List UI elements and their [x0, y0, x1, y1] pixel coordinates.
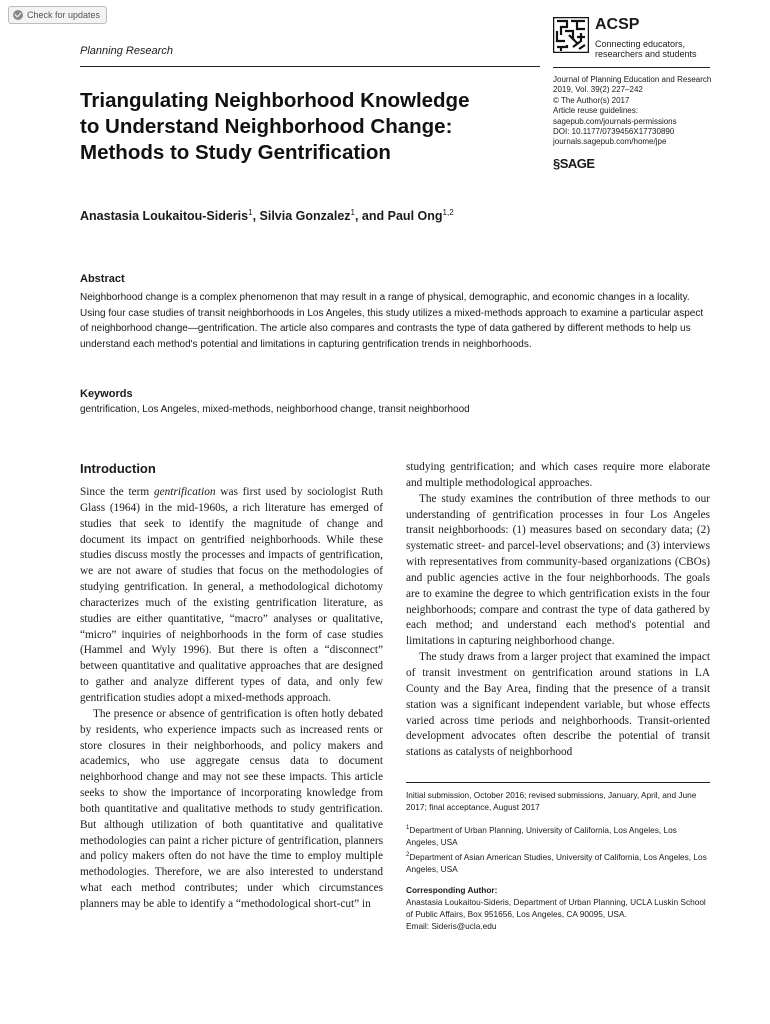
abstract-heading: Abstract — [80, 273, 125, 285]
body-paragraph: The study examines the contribution of three methods to our understanding of gentrification processes in four Los Angeles transit neighborhoods: (1) measures based on secondary data; (2) systematic street- and parcel-level observations; and (3) interviews with representatives from community-based organizations (CBOs) and public agencies active in the four neighborhoods. The goals are to examine the degree to which gentrification exists in the four neighborhoods; compare and contrast the type of data gathered by each method; and understand each method's potential and limitations in capturing neighborhood change. — [406, 492, 710, 648]
corresponding-author-heading: Corresponding Author: — [406, 884, 498, 895]
author-separator: , and — [354, 209, 388, 224]
footnote-divider — [406, 782, 710, 783]
check-for-updates-label: Check for updates — [27, 10, 101, 20]
body-paragraph: The study draws from a larger project that examined the impact of transit investment on gentrification around stations in LA County and the Bay Area, finding that the presence of a transit station was a significant independent variable, but whose effects varied across time periods and neighborhoods. Transit-oriented development advocates often describe the potential of transit stations as catalysts of neighborhood — [406, 651, 710, 759]
body-paragraph — [80, 485, 383, 707]
journal-name: Journal of Planning Education and Research — [553, 75, 712, 84]
sage-logo — [553, 156, 595, 171]
section-label: Planning Research — [80, 45, 173, 57]
text-run: Since the term — [80, 486, 154, 498]
footnotes — [406, 789, 710, 932]
copyright: © The Author(s) 2017 — [553, 95, 630, 105]
introduction-heading: Introduction — [80, 461, 156, 476]
header-divider — [80, 66, 540, 67]
submission-dates: Initial submission, October 2016; revised submissions, January, April, and June 2017; final acceptance, August 2017 — [406, 790, 697, 812]
body-paragraph: studying gentrification; and which cases require more elaborate and multiple methodological approaches. — [406, 461, 710, 489]
text-run: was first used by sociologist Ruth Glass (1964) in the mid-1960s, a rich literature has emerged of studies that seek to identify the magnitude of change and document its impact on gentrified neighborhoods. While these studies discuss mostly the processes and impacts of gentrification, we are not aware of studies that focus on the methodologies of studying gentrification. In general, a methodological dichotomy characterizes much of the existing gentrification literature, as studies are either quantitative, “macro” analyses or qualitative, “micro” inquiries of neighborhoods in the form of case studies (Hammel and Wyly 1996). But there is often a “disconnect” between quantitative and qualitative approaches that are designed to gather and analyze different types of data, and only few gentrification studies adopt a mixed-methods approach. — [80, 486, 383, 704]
author-affiliation: 1 — [350, 208, 355, 217]
sage-swirl-icon: § — [553, 156, 560, 171]
doi-link[interactable]: DOI: 10.1177/0739456X17730890 — [553, 127, 675, 137]
reuse-guidelines-label: Article reuse guidelines: — [553, 106, 638, 116]
corresponding-author-address: Anastasia Loukaitou-Sideris, Department of Urban Planning, UCLA Luskin School of Public Affairs, Box 951656, Los Angeles, CA 90095, USA. — [406, 896, 706, 919]
acsp-logo-name: ACSP — [595, 16, 640, 33]
sage-wordmark: SAGE — [559, 156, 595, 171]
italic-term: gentrification — [154, 486, 216, 498]
affiliation-number: 1 — [406, 825, 410, 831]
author-affiliation: 1 — [248, 208, 253, 217]
check-for-updates-badge[interactable] — [8, 6, 107, 24]
journal-info — [553, 75, 723, 148]
journal-homepage-link[interactable]: journals.sagepub.com/home/jpe — [553, 137, 667, 147]
logo-divider — [553, 67, 710, 68]
author-name: Silvia Gonzalez — [259, 209, 351, 224]
journal-volume: 2019, Vol. 39(2) 227–242 — [553, 85, 643, 95]
keywords-text: gentrification, Los Angeles, mixed-methods, neighborhood change, transit neighborhood — [80, 404, 470, 415]
title-line: to Understand Neighborhood Change: — [80, 115, 453, 138]
left-column — [80, 485, 383, 913]
author-list — [80, 208, 454, 223]
body-paragraph: The presence or absence of gentrification is often hotly debated by residents, who experience impacts such as increased rents or store closures in their neighborhoods, and policy makers and academics, who use aggregate census data to document neighborhood change and may not see these impacts. This article seeks to show the importance of incorporating knowledge from both quantitative and qualitative methods to study gentrification. But although utilization of both quantitative and qualitative methodologies can paint a richer picture of gentrification, planners and policy makers often do not have the time to employ multiple methodologies. Therefore, we are also interested to understand what each method contributes; under which circumstances planners may be able to identify a “methodological short-cut” in — [80, 707, 383, 910]
affiliation-text: Department of Urban Planning, University of California, Los Angeles, Los Angeles, USA — [406, 824, 677, 847]
author-affiliation: 1,2 — [442, 208, 454, 217]
author-name: Paul Ong — [387, 209, 443, 224]
title-line: Methods to Study Gentrification — [80, 141, 391, 164]
title-line: Triangulating Neighborhood Knowledge — [80, 89, 470, 112]
acsp-logo-tagline: Connecting educators, researchers and students — [595, 39, 697, 59]
check-circle-icon — [13, 10, 23, 20]
author-name: Anastasia Loukaitou-Sideris — [80, 209, 249, 224]
affiliation-note — [406, 822, 710, 848]
article-title — [80, 88, 540, 166]
corresponding-author-email[interactable]: Email: Sideris@ucla.edu — [406, 920, 497, 931]
author-separator: , — [252, 209, 260, 224]
abstract-text: Neighborhood change is a complex phenomenon that may result in a range of physical, demographic, and economic changes in a locality. Using four case studies of transit neighborhoods in Los Angeles, this study utilizes a mixed-methods approach to examine a particular aspect of neighborhood change—gentrification. The article also compares and contrasts the type of data gathered by different methods to help us understand each method's potential and limitations in capturing gentrification trends in neighborhoods. — [80, 292, 704, 350]
affiliation-text: Department of Asian American Studies, University of California, Los Angeles, Los Angeles, USA — [406, 851, 707, 874]
permissions-link[interactable]: sagepub.com/journals-permissions — [553, 116, 677, 126]
keywords-heading: Keywords — [80, 388, 133, 400]
affiliation-note — [406, 849, 710, 875]
right-column — [406, 460, 710, 761]
affiliation-number: 2 — [406, 851, 410, 858]
acsp-maze-logo-icon — [553, 17, 589, 53]
